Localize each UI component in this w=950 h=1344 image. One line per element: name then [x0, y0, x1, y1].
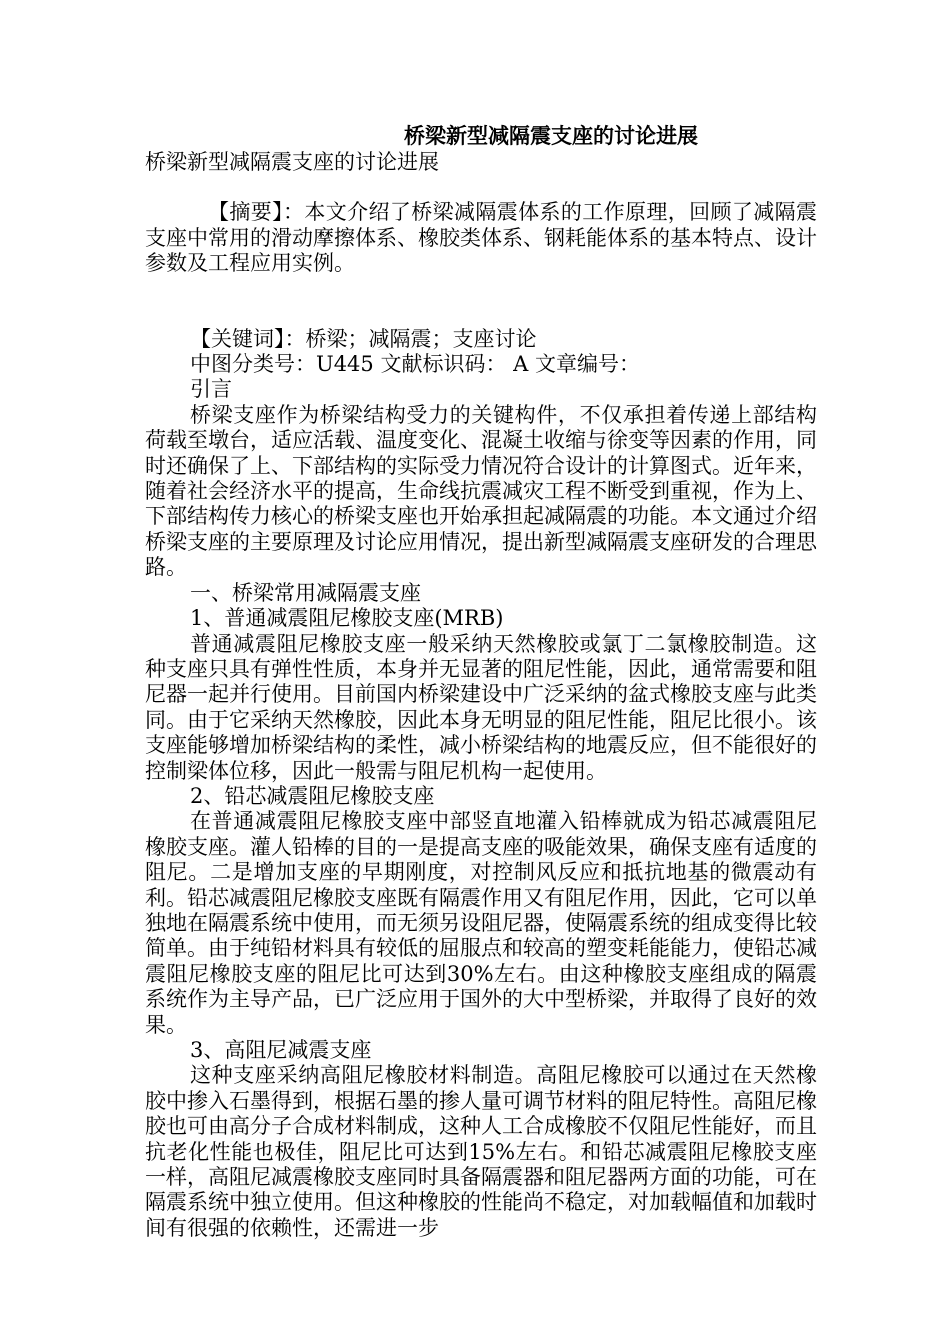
section-heading: 一、桥梁常用减隔震支座	[190, 580, 421, 605]
abstract-paragraph: 【摘要】：本文介绍了桥梁减隔震体系的工作原理，回顾了减隔震支座中常用的滑动摩擦体系、橡胶类体系、钢耗能体系的基本特点、设计参数及工程应用实例。	[145, 200, 817, 276]
document-page	[145, 122, 817, 1241]
spacer	[145, 277, 817, 302]
subsection-heading-1: 1、普通减震阻尼橡胶支座(MRB)	[190, 606, 504, 631]
document-title: 桥梁新型减隔震支座的讨论进展	[404, 123, 698, 148]
document-subtitle: 桥梁新型减隔震支座的讨论进展	[145, 150, 439, 174]
classification-line: 中图分类号：U445 文献标识码： A 文章编号：	[190, 352, 640, 377]
spacer	[145, 175, 817, 200]
subsection-paragraph-1: 普通减震阻尼橡胶支座一般采纳天然橡胶或氯丁二氯橡胶制造。这种支座只具有弹性性质，本身并无显著的阻尼性能，因此，通常需要和阻尼器一起并行使用。目前国内桥梁建设中广泛采纳的盆式橡胶支座与此类同。由于它采纳天然橡胶，因此本身无明显的阻尼性能，阻尼比很小。该支座能够增加桥梁结构的柔性，减小桥梁结构的地震反应，但不能很好的控制梁体位移，因此一般需与阻尼机构一起使用。	[145, 631, 817, 783]
subsection-paragraph-2: 在普通减震阻尼橡胶支座中部竖直地灌入铅棒就成为铅芯减震阻尼橡胶支座。灌人铅棒的目的一是提高支座的吸能效果，确保支座有适度的阻尼。二是增加支座的早期刚度，对控制风反应和抵抗地基的微震动有利。铅芯减震阻尼橡胶支座既有隔震作用又有阻尼作用，因此，它可以单独地在隔震系统中使用，而无须另设阻尼器，使隔震系统的组成变得比较简单。由于纯铅材料具有较低的屈服点和较高的塑变耗能能力，使铅芯减震阻尼橡胶支座的阻尼比可达到30%左右。由这种橡胶支座组成的隔震系统作为主导产品，已广泛应用于国外的大中型桥梁，并取得了良好的效果。	[145, 809, 817, 1037]
subsection-heading-2: 2、铅芯减震阻尼橡胶支座	[190, 783, 435, 808]
subsection-paragraph-3: 这种支座采纳高阻尼橡胶材料制造。高阻尼橡胶可以通过在天然橡胶中掺入石墨得到，根据石墨的掺人量可调节材料的阻尼特性。高阻尼橡胶也可由高分子合成材料制成，这种人工合成橡胶不仅阻尼性能好，而且抗老化性能也极佳，阻尼比可达到15%左右。和铅芯减震阻尼橡胶支座一样，高阻尼减震橡胶支座同时具备隔震器和阻尼器两方面的功能，可在隔震系统中独立使用。但这种橡胶的性能尚不稳定，对加载幅值和加载时间有很强的依赖性，还需进一步	[145, 1063, 817, 1240]
spacer	[145, 302, 817, 327]
intro-heading: 引言	[190, 377, 232, 402]
keywords-line: 【关键词】：桥梁；减隔震；支座讨论	[190, 326, 537, 351]
intro-paragraph: 桥梁支座作为桥梁结构受力的关键构件，不仅承担着传递上部结构荷载至墩台，适应活载、温度变化、混凝土收缩与徐变等因素的作用，同时还确保了上、下部结构的实际受力情况符合设计的计算图式。近年来，随着社会经济水平的提高，生命线抗震减灾工程不断受到重视，作为上、下部结构传力核心的桥梁支座也开始承担起减隔震的功能。本文通过介绍桥梁支座的主要原理及讨论应用情况，提出新型减隔震支座研发的合理思路。	[145, 402, 817, 580]
subsection-heading-3: 3、高阻尼减震支座	[190, 1038, 372, 1062]
